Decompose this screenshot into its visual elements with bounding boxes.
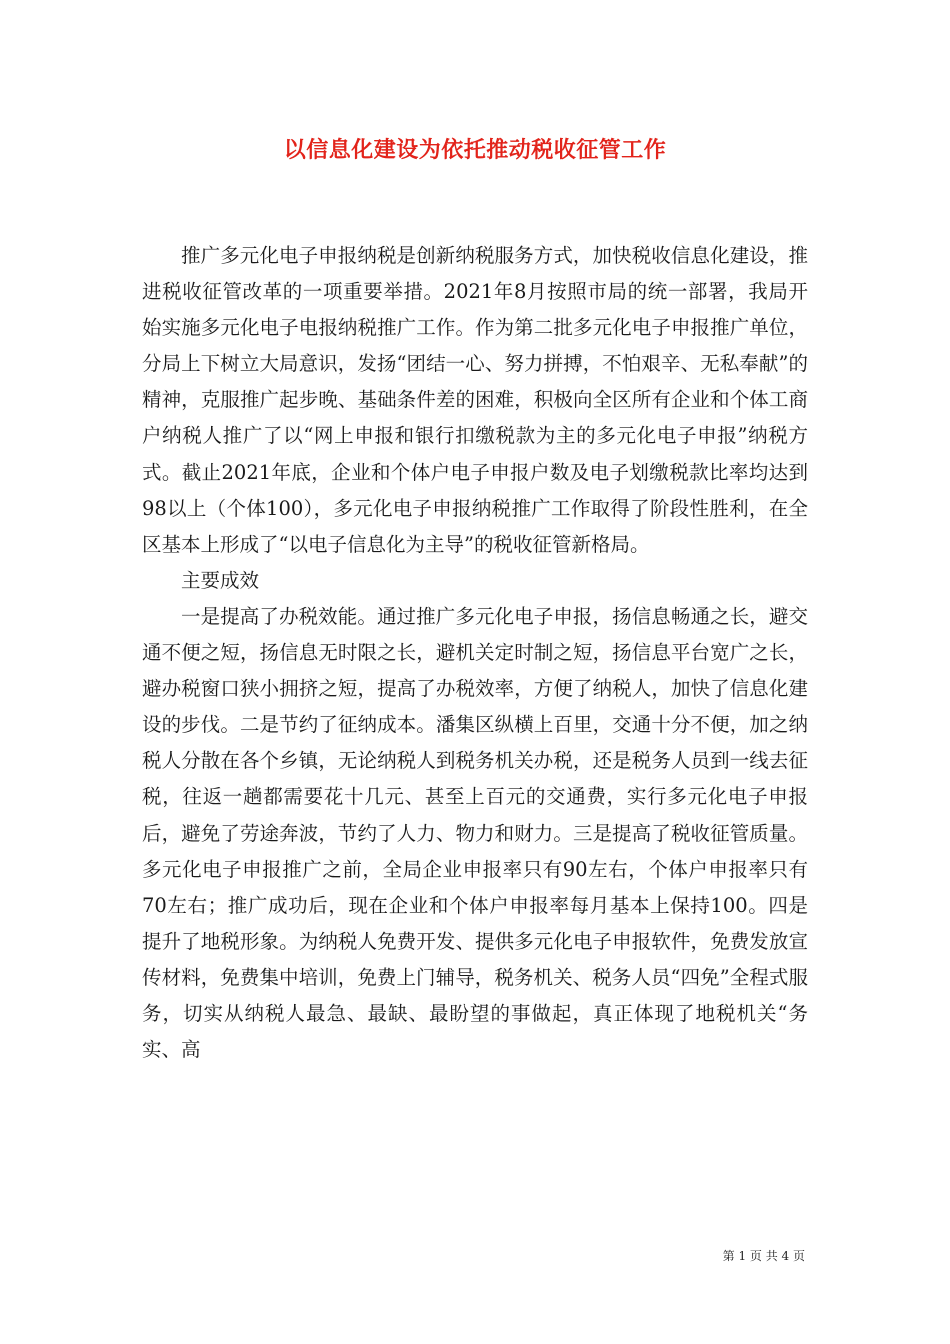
page-number-footer: 第 1 页 共 4 页 <box>722 1249 805 1263</box>
paragraph-intro: 推广多元化电子申报纳税是创新纳税服务方式，加快税收信息化建设，推进税收征管改革的一项重要举措。2021年8月按照市局的统一部署，我局开始实施多元化电子电报纳税推广工作。作为第二批多元化电子申报推广单位，分局上下树立大局意识，发扬“团结一心、努力拼搏，不怕艰辛、无私奉献”的精神，克服推广起步晚、基础条件差的困难，积极向全区所有企业和个体工商户纳税人推广了以“网上申报和银行扣缴税款为主的多元化电子申报”纳税方式。截止2021年底，企业和个体户电子申报户数及电子划缴税款比率均达到98以上（个体100），多元化电子申报纳税推广工作取得了阶段性胜利，在全区基本上形成了“以电子信息化为主导”的税收征管新格局。 <box>142 244 808 556</box>
paragraph-results: 一是提高了办税效能。通过推广多元化电子申报，扬信息畅通之长，避交通不便之短，扬信息无时限之长，避机关定时制之短，扬信息平台宽广之长，避办税窗口狭小拥挤之短，提高了办税效率，方便了纳税人，加快了信息化建设的步伐。二是节约了征纳成本。潘集区纵横上百里，交通十分不便，加之纳税人分散在各个乡镇，无论纳税人到税务机关办税，还是税务人员到一线去征税，往返一趟都需要花十几元、甚至上百元的交通费，实行多元化电子申报后，避免了劳途奔波，节约了人力、物力和财力。三是提高了税收征管质量。多元化电子申报推广之前，全局企业申报率只有90左右，个体户申报率只有70左右；推广成功后，现在企业和个体户申报率每月基本上保持100。四是提升了地税形象。为纳税人免费开发、提供多元化电子申报软件，免费发放宣传材料，免费集中培训，免费上门辅导，税务机关、税务人员“四免”全程式服务，切实从纳税人最急、最缺、最盼望的事做起，真正体现了地税机关“务实、高 <box>142 604 808 1062</box>
section-heading-main-results: 主要成效 <box>181 568 260 592</box>
document-body <box>142 238 808 1068</box>
document-title: 以信息化建设为依托推动税收征管工作 <box>283 137 667 163</box>
